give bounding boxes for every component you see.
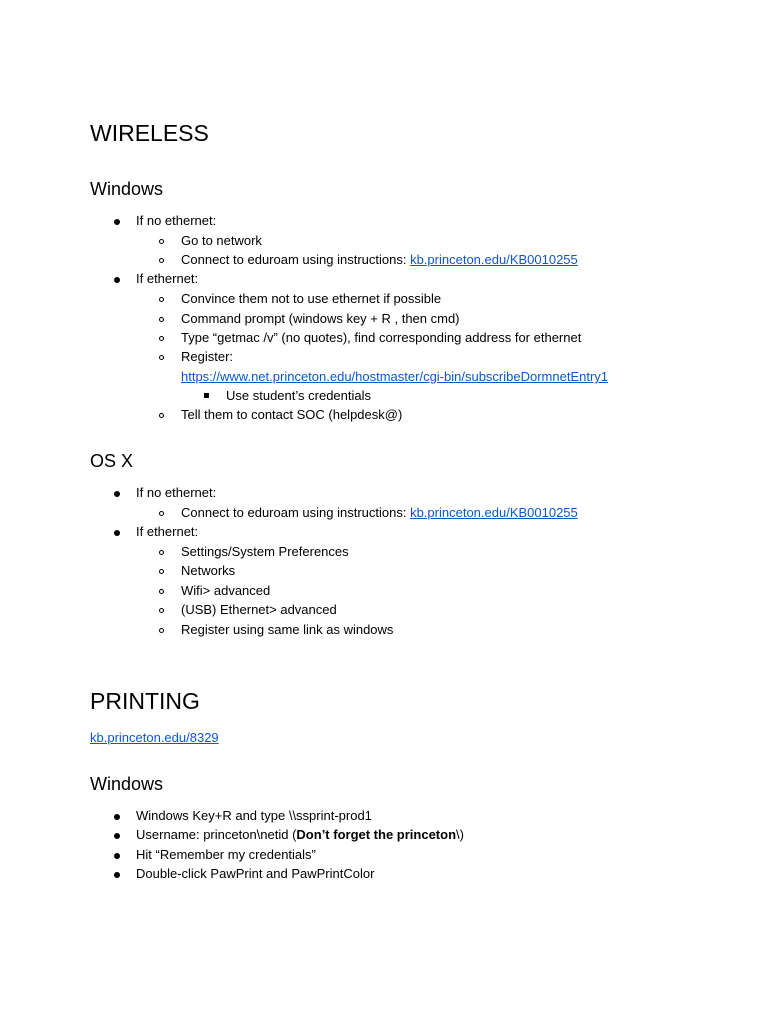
username-bold-note: Don’t forget the princeton [296, 827, 457, 842]
list-item-getmac: Type “getmac /v” (no quotes), find corresponding address for ethernet [181, 330, 582, 345]
bullet-square [204, 393, 209, 398]
list-item-go-to-network: Go to network [181, 233, 262, 248]
bullet-dot [114, 219, 120, 225]
list-item-register-same: Register using same link as windows [181, 622, 394, 637]
list-item-double-click: Double-click PawPrint and PawPrintColor [136, 866, 375, 881]
bullet-circle [159, 413, 164, 418]
list-item-wifi-advanced: Wifi> advanced [181, 583, 271, 598]
list-item-settings: Settings/System Preferences [181, 544, 349, 559]
username-text: Username: princeton\netid ( [136, 827, 297, 842]
wireless-windows-heading: Windows [90, 179, 164, 199]
wireless-heading: WIRELESS [90, 120, 209, 146]
list-item-key-r: Windows Key+R and type \\ssprint-prod1 [136, 808, 372, 823]
register-link[interactable]: https://www.net.princeton.edu/hostmaster/cgi-bin/subscribeDormnetEntry1 [181, 369, 609, 384]
list-item-usb-ethernet: (USB) Ethernet> advanced [181, 602, 337, 617]
list-item-ethernet: If ethernet: [136, 271, 199, 286]
bullet-dot [114, 833, 120, 839]
printing-kb-link[interactable]: kb.princeton.edu/8329 [90, 730, 219, 745]
bullet-circle [159, 317, 164, 322]
bullet-circle [159, 297, 164, 302]
connect-text: Connect to eduroam using instructions: [181, 505, 411, 520]
list-item-credentials: Use student’s credentials [226, 388, 372, 403]
list-item-no-ethernet: If no ethernet: [136, 213, 217, 228]
printing-windows-heading: Windows [90, 774, 164, 794]
bullet-circle [159, 569, 164, 574]
bullet-dot [114, 491, 120, 497]
bullet-circle [159, 355, 164, 360]
bullet-circle [159, 628, 164, 633]
list-item-ethernet: If ethernet: [136, 524, 199, 539]
osx-heading: OS X [90, 451, 134, 471]
bullet-circle [159, 511, 164, 516]
username-suffix: \) [456, 827, 464, 842]
bullet-dot [114, 814, 120, 820]
bullet-circle [159, 336, 164, 341]
bullet-circle [159, 258, 164, 263]
kb-eduroam-link[interactable]: kb.princeton.edu/KB0010255 [410, 252, 578, 267]
bullet-dot [114, 277, 120, 283]
bullet-dot [114, 853, 120, 859]
connect-text: Connect to eduroam using instructions: [181, 252, 411, 267]
bullet-circle [159, 608, 164, 613]
list-item-username [136, 827, 464, 843]
list-item-register: Register: [181, 349, 234, 364]
list-item-convince: Convince them not to use ethernet if possible [181, 291, 442, 306]
list-item-connect-eduroam [181, 252, 578, 268]
list-item-tell-soc: Tell them to contact SOC (helpdesk@) [181, 407, 403, 422]
list-item-connect-eduroam [181, 505, 578, 521]
list-item-remember: Hit “Remember my credentials” [136, 847, 316, 862]
kb-eduroam-link[interactable]: kb.princeton.edu/KB0010255 [410, 505, 578, 520]
list-item-networks: Networks [181, 563, 236, 578]
bullet-dot [114, 530, 120, 536]
bullet-dot [114, 872, 120, 878]
list-item-command-prompt: Command prompt (windows key + R , then cmd) [181, 311, 460, 326]
bullet-circle [159, 550, 164, 555]
printing-heading: PRINTING [90, 688, 200, 714]
bullet-circle [159, 239, 164, 244]
list-item-no-ethernet: If no ethernet: [136, 485, 217, 500]
bullet-circle [159, 589, 164, 594]
